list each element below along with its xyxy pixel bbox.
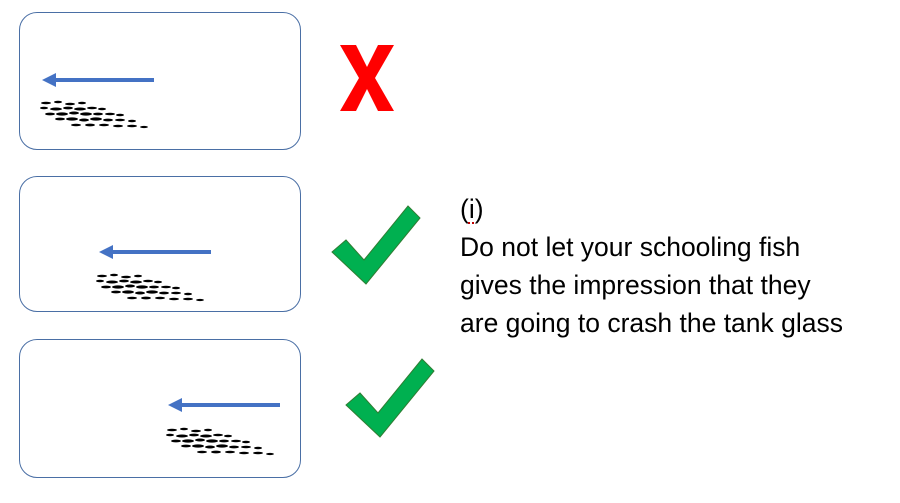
tank-panel-1 — [19, 12, 301, 150]
item-reference: (i) — [460, 190, 484, 228]
tank-panel-2 — [19, 176, 301, 312]
fish-school-icon — [92, 270, 207, 306]
caption-line-3: are going to crash the tank glass — [460, 308, 844, 338]
green-check-icon — [344, 357, 436, 439]
fish-school-icon — [162, 424, 277, 460]
tank-panel-3 — [19, 339, 301, 478]
caption-line-2: gives the impression that they — [460, 270, 811, 300]
explanation-text — [460, 190, 890, 342]
green-check-icon — [330, 204, 422, 286]
red-x-icon — [340, 45, 394, 111]
swim-direction-arrow — [42, 71, 157, 89]
fish-school-icon — [36, 97, 151, 133]
caption-line-1: Do not let your schooling fish — [460, 232, 801, 262]
swim-direction-arrow — [99, 243, 214, 261]
swim-direction-arrow — [168, 396, 283, 414]
